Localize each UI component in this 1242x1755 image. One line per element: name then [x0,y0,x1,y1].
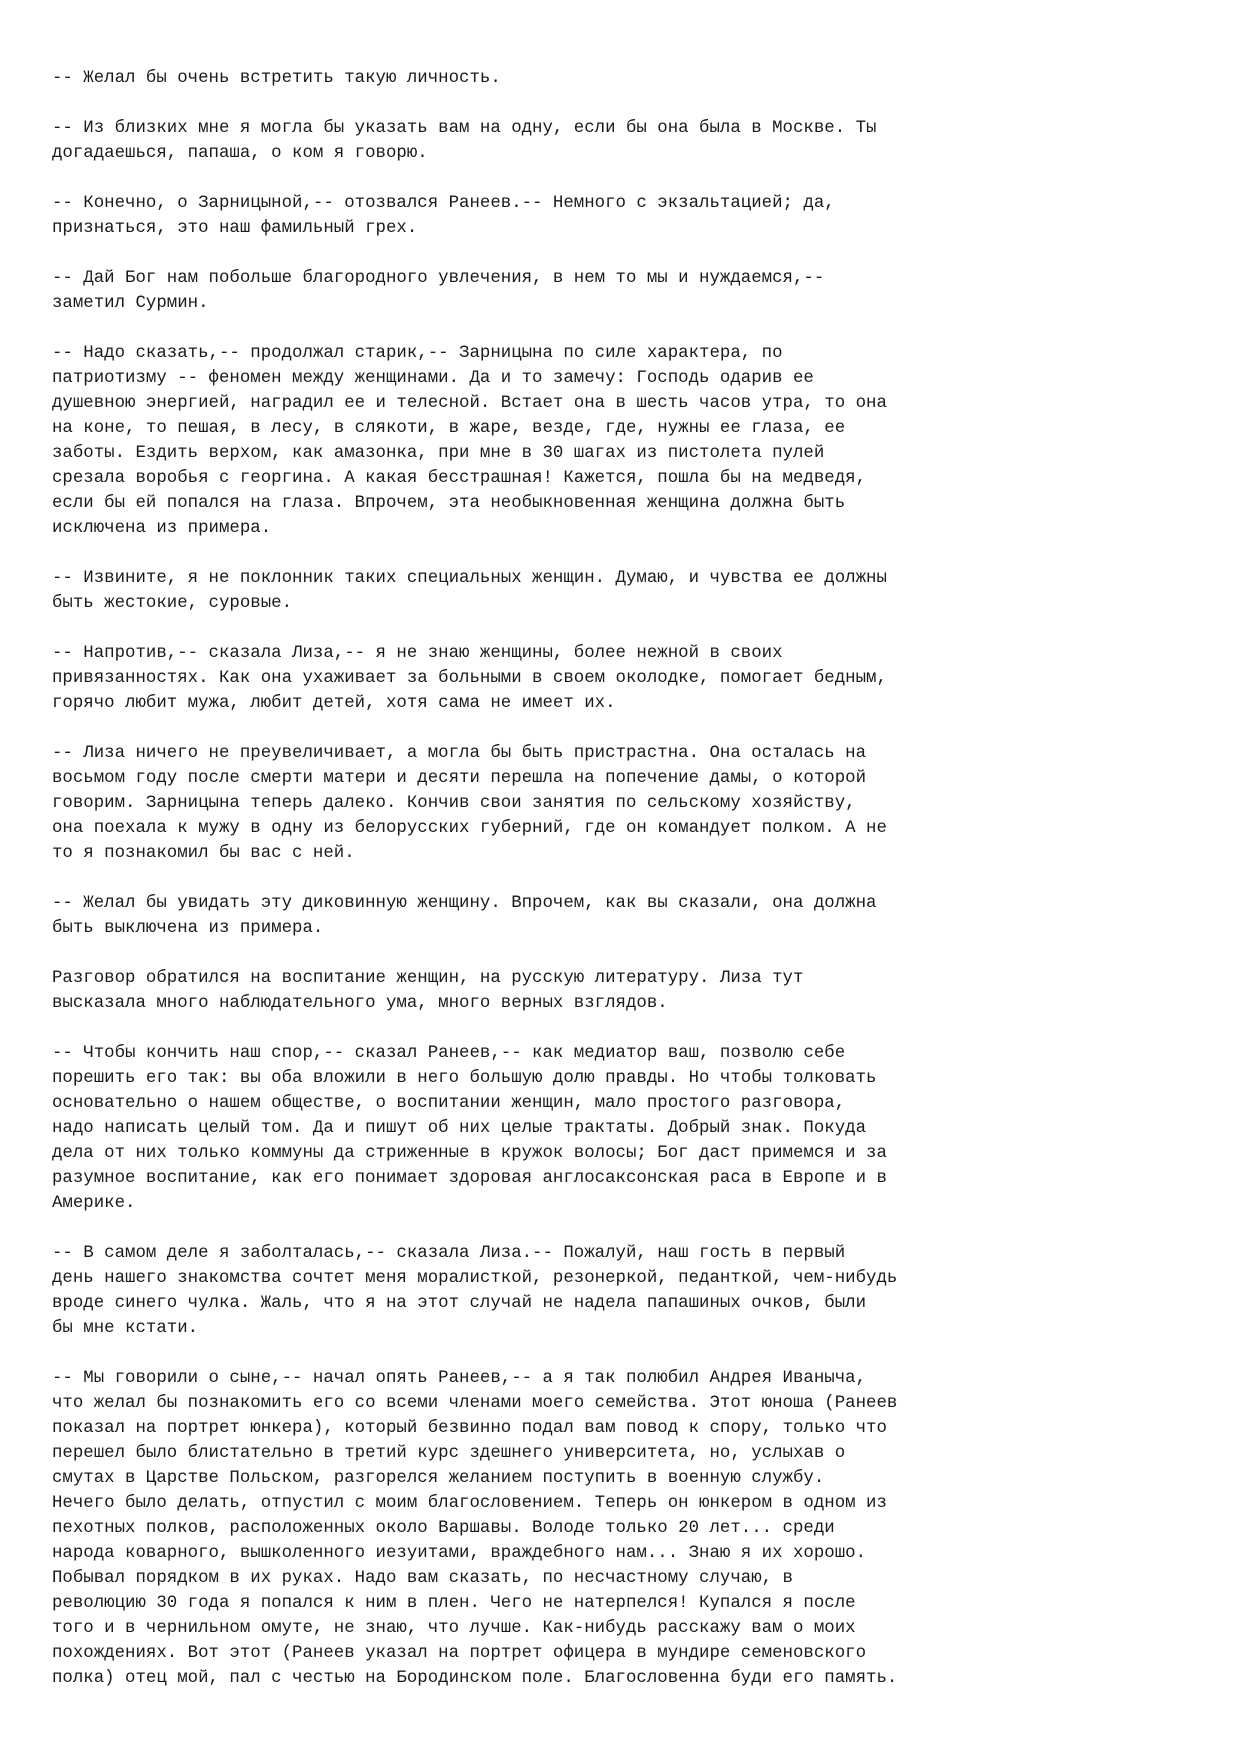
paragraph: -- Желал бы увидать эту диковинную женщину. Впрочем, как вы сказали, она должна быть выключена из примера. [52,894,877,938]
paragraph: -- Дай Бог нам побольше благородного увлечения, в нем то мы и нуждаемся,-- заметил Сурмин. [52,269,825,313]
paragraph: -- Желал бы очень встретить такую личность. [52,69,501,88]
paragraph: -- Мы говорили о сыне,-- начал опять Ранеев,-- а я так полюбил Андрея Иваныча, что желал бы познакомить его со всеми членами моего семейства. Этот юноша (Ранеев показал на портрет юнкера), который безвинно подал вам повод к спору, только что перешел было блистательно в третий курс здешнего университета, но, услыхав о смутах в Царстве Польском, разгорелся желанием поступить в военную службу. Нечего было делать, отпустил с моим благословением. Теперь он юнкером в одном из пехотных полков, расположенных около Варшавы. Володе только 20 лет... среди народа коварного, вышколенного иезуитами, враждебного нам... Знаю я их хорошо. Побывал порядком в их руках. Надо вам сказать, по несчастному случаю, в революцию 30 года я попался к ним в плен. Чего не натерпелся! Купался я после того и в чернильном омуте, не знаю, что лучше. Как-нибудь расскажу вам о моих похождениях. Вот этот (Ранеев указал на портрет офицера в мундире семеновского полка) отец мой, пал с честью на Бородинском поле. Благословенна буди его память. [52,1369,898,1688]
paragraph: -- Извините, я не поклонник таких специальных женщин. Думаю, и чувства ее должны быть жестокие, суровые. [52,569,887,613]
paragraph: -- Напротив,-- сказала Лиза,-- я не знаю женщины, более нежной в своих привязанностях. Как она ухаживает за больными в своем околодке, помогает бедным, горячо любит мужа, любит детей, хотя сама не имеет их. [52,644,887,713]
document-page [52,66,1202,1716]
paragraph: -- В самом деле я заболталась,-- сказала Лиза.-- Пожалуй, наш гость в первый день нашего знакомства сочтет меня моралисткой, резонеркой, педанткой, чем-нибудь вроде синего чулка. Жаль, что я на этот случай не надела папашиных очков, были бы мне кстати. [52,1244,898,1338]
paragraph: -- Надо сказать,-- продолжал старик,-- Зарницына по силе характера, по патриотизму -- феномен между женщинами. Да и то замечу: Господь одарив ее душевною энергией, наградил ее и телесной. Встает она в шесть часов утра, то она на коне, то пешая, в лесу, в слякоти, в жаре, везде, где, нужны ее глаза, ее заботы. Ездить верхом, как амазонка, при мне в 30 шагах из пистолета пулей срезала воробья с георгина. А какая бесстрашная! Кажется, пошла бы на медведя, если бы ей попался на глаза. Впрочем, эта необыкновенная женщина должна быть исключена из примера. [52,344,887,538]
paragraph: -- Из близких мне я могла бы указать вам на одну, если бы она была в Москве. Ты догадаешься, папаша, о ком я говорю. [52,119,877,163]
paragraph: -- Чтобы кончить наш спор,-- сказал Ранеев,-- как медиатор ваш, позволю себе порешить его так: вы оба вложили в него большую долю правды. Но чтобы толковать основательно о нашем обществе, о воспитании женщин, мало простого разговора, надо написать целый том. Да и пишут об них целые трактаты. Добрый знак. Покуда дела от них только коммуны да стриженные в кружок волосы; Бог даст примемся и за разумное воспитание, как его понимает здоровая англосаксонская раса в Европе и в Америке. [52,1044,887,1213]
paragraph: -- Лиза ничего не преувеличивает, а могла бы быть пристрастна. Она осталась на восьмом году после смерти матери и десяти перешла на попечение дамы, о которой говорим. Зарницына теперь далеко. Кончив свои занятия по сельскому хозяйству, она поехала к мужу в одну из белорусских губерний, где он командует полком. А не то я познакомил бы вас с ней. [52,744,887,863]
paragraph: Разговор обратился на воспитание женщин, на русскую литературу. Лиза тут высказала много наблюдательного ума, много верных взглядов. [52,969,804,1013]
paragraph: -- Конечно, о Зарницыной,-- отозвался Ранеев.-- Немного с экзальтацией; да, признаться, это наш фамильный грех. [52,194,835,238]
